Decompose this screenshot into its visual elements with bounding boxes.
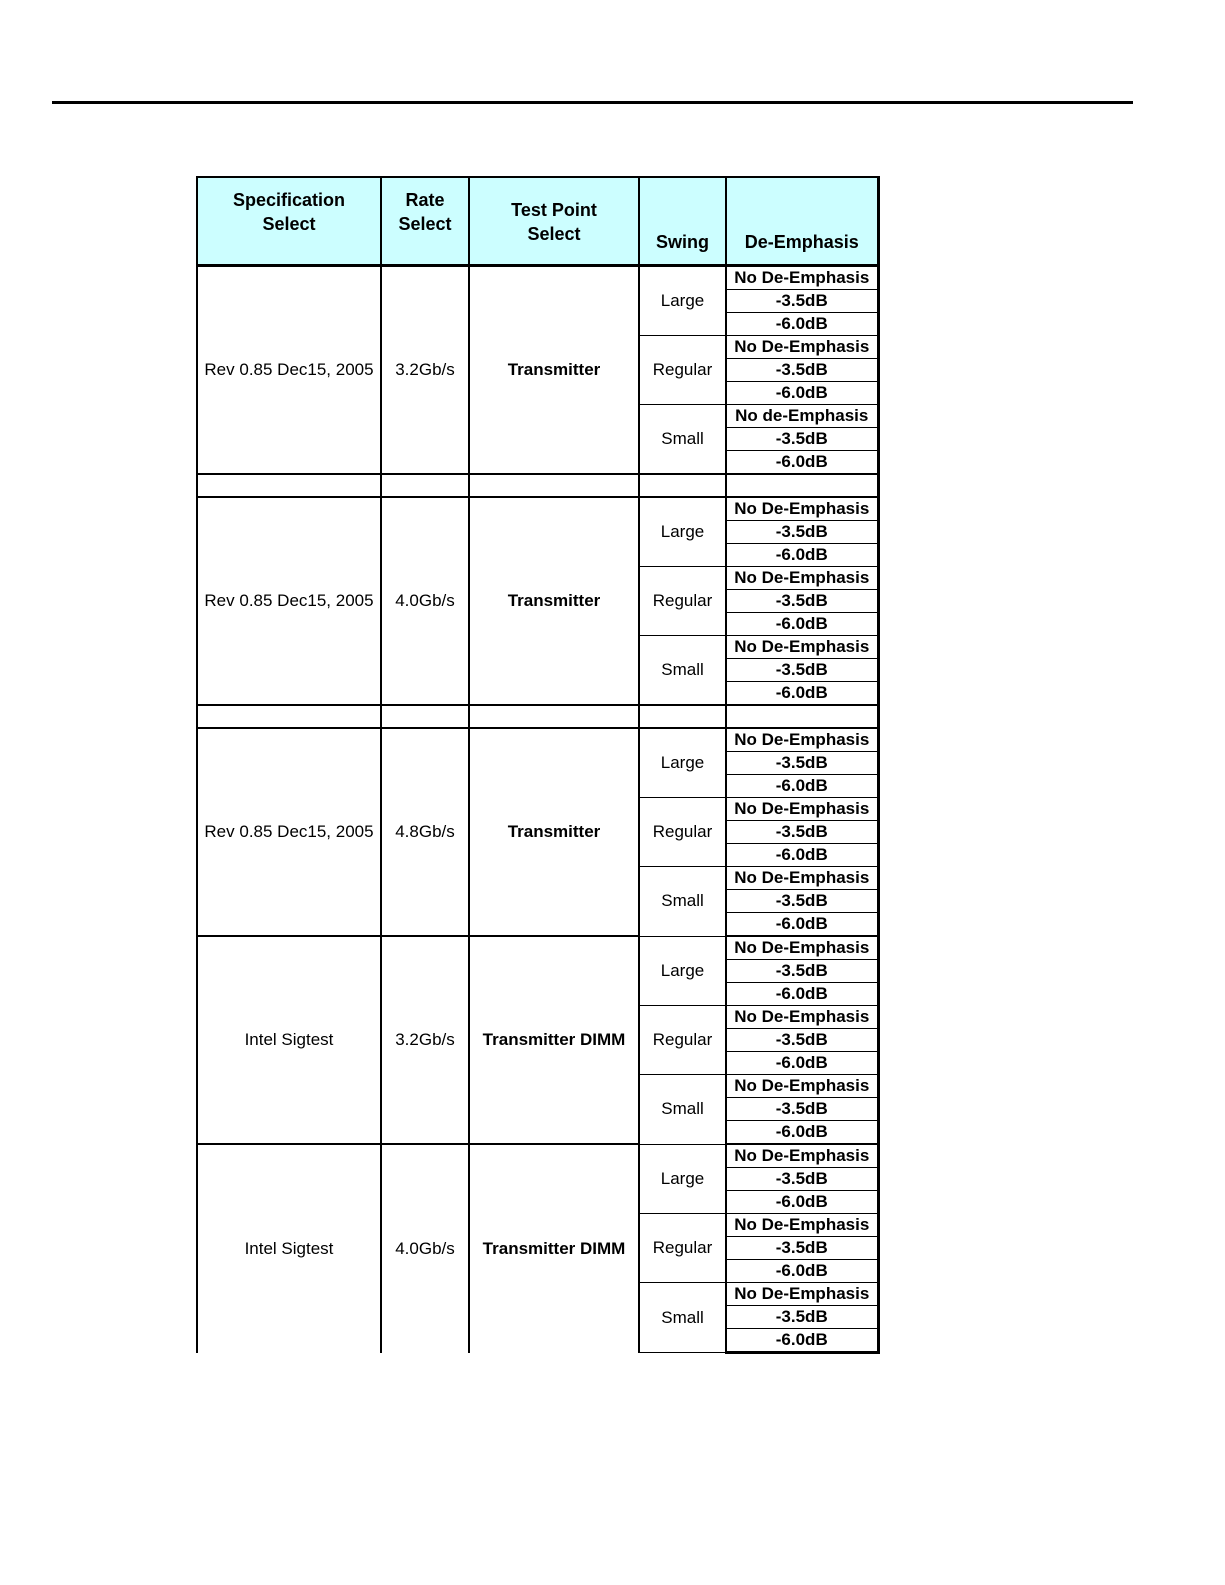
swing-cell: Regular bbox=[639, 1006, 726, 1075]
de-emphasis-cell: No De-Emphasis bbox=[726, 1283, 878, 1306]
spacer-row bbox=[197, 474, 878, 497]
spacer-cell bbox=[197, 474, 381, 497]
de-emphasis-cell: No De-Emphasis bbox=[726, 266, 878, 290]
table-row bbox=[197, 936, 878, 960]
rate-cell: 4.8Gb/s bbox=[381, 728, 469, 936]
de-emphasis-cell: No De-Emphasis bbox=[726, 936, 878, 960]
spacer-cell bbox=[726, 705, 878, 728]
de-emphasis-cell: -3.5dB bbox=[726, 590, 878, 613]
rate-cell: 4.0Gb/s bbox=[381, 1144, 469, 1353]
de-emphasis-cell: -6.0dB bbox=[726, 682, 878, 706]
de-emphasis-cell: No De-Emphasis bbox=[726, 336, 878, 359]
test-point-cell: Transmitter bbox=[469, 728, 639, 936]
swing-cell: Regular bbox=[639, 798, 726, 867]
specification-cell: Rev 0.85 Dec15, 2005 bbox=[197, 266, 381, 475]
de-emphasis-cell: -6.0dB bbox=[726, 1191, 878, 1214]
table-row bbox=[197, 497, 878, 521]
header-rate-select bbox=[381, 177, 469, 266]
rate-cell: 3.2Gb/s bbox=[381, 936, 469, 1144]
de-emphasis-cell: No De-Emphasis bbox=[726, 636, 878, 659]
test-configuration-table bbox=[196, 176, 880, 1354]
de-emphasis-cell: No De-Emphasis bbox=[726, 497, 878, 521]
header-specification-select bbox=[197, 177, 381, 266]
de-emphasis-cell: -6.0dB bbox=[726, 913, 878, 937]
de-emphasis-cell: No De-Emphasis bbox=[726, 867, 878, 890]
swing-cell: Small bbox=[639, 405, 726, 475]
specification-cell: Rev 0.85 Dec15, 2005 bbox=[197, 497, 381, 705]
table-row bbox=[197, 1144, 878, 1168]
test-point-cell: Transmitter bbox=[469, 266, 639, 475]
de-emphasis-cell: -6.0dB bbox=[726, 775, 878, 798]
swing-cell: Large bbox=[639, 266, 726, 336]
spacer-cell bbox=[639, 705, 726, 728]
de-emphasis-cell: -3.5dB bbox=[726, 1168, 878, 1191]
de-emphasis-cell: -6.0dB bbox=[726, 844, 878, 867]
swing-cell: Large bbox=[639, 728, 726, 798]
table-row bbox=[197, 728, 878, 752]
de-emphasis-cell: -6.0dB bbox=[726, 1121, 878, 1145]
de-emphasis-cell: -3.5dB bbox=[726, 1029, 878, 1052]
de-emphasis-cell: -6.0dB bbox=[726, 1052, 878, 1075]
specification-cell: Intel Sigtest bbox=[197, 936, 381, 1144]
de-emphasis-cell: No De-Emphasis bbox=[726, 798, 878, 821]
spacer-cell bbox=[197, 705, 381, 728]
top-horizontal-rule bbox=[52, 101, 1133, 104]
de-emphasis-cell: No de-Emphasis bbox=[726, 405, 878, 428]
de-emphasis-cell: -6.0dB bbox=[726, 313, 878, 336]
header-swing-text: Swing bbox=[656, 232, 709, 252]
de-emphasis-cell: -3.5dB bbox=[726, 290, 878, 313]
rate-cell: 4.0Gb/s bbox=[381, 497, 469, 705]
de-emphasis-cell: -3.5dB bbox=[726, 821, 878, 844]
de-emphasis-cell: -6.0dB bbox=[726, 983, 878, 1006]
swing-cell: Small bbox=[639, 1283, 726, 1353]
de-emphasis-cell: -3.5dB bbox=[726, 359, 878, 382]
swing-cell: Small bbox=[639, 1075, 726, 1145]
de-emphasis-cell: -3.5dB bbox=[726, 659, 878, 682]
de-emphasis-cell: No De-Emphasis bbox=[726, 567, 878, 590]
table-row bbox=[197, 266, 878, 290]
spacer-cell bbox=[639, 474, 726, 497]
de-emphasis-cell: -3.5dB bbox=[726, 960, 878, 983]
spacer-row bbox=[197, 705, 878, 728]
de-emphasis-cell: -6.0dB bbox=[726, 451, 878, 475]
de-emphasis-cell: -6.0dB bbox=[726, 613, 878, 636]
spacer-cell bbox=[381, 474, 469, 497]
specification-cell: Intel Sigtest bbox=[197, 1144, 381, 1353]
header-rate-text: Rate Select bbox=[398, 190, 452, 234]
de-emphasis-cell: -3.5dB bbox=[726, 428, 878, 451]
de-emphasis-cell: -3.5dB bbox=[726, 1098, 878, 1121]
header-spec-text: Specification Select bbox=[232, 190, 346, 234]
de-emphasis-cell: -6.0dB bbox=[726, 1329, 878, 1353]
swing-cell: Large bbox=[639, 936, 726, 1006]
header-row bbox=[197, 177, 878, 266]
spacer-cell bbox=[381, 705, 469, 728]
swing-cell: Large bbox=[639, 1144, 726, 1214]
header-de-emphasis-text: De-Emphasis bbox=[744, 232, 859, 252]
rate-cell: 3.2Gb/s bbox=[381, 266, 469, 475]
specification-cell: Rev 0.85 Dec15, 2005 bbox=[197, 728, 381, 936]
swing-cell: Small bbox=[639, 636, 726, 706]
de-emphasis-cell: -3.5dB bbox=[726, 521, 878, 544]
header-test-point-text: Test Point Select bbox=[511, 200, 597, 244]
de-emphasis-cell: -3.5dB bbox=[726, 1306, 878, 1329]
header-test-point-select bbox=[469, 177, 639, 266]
test-point-cell: Transmitter DIMM bbox=[469, 1144, 639, 1353]
header-de-emphasis bbox=[726, 177, 878, 266]
swing-cell: Large bbox=[639, 497, 726, 567]
header-swing bbox=[639, 177, 726, 266]
de-emphasis-cell: -3.5dB bbox=[726, 890, 878, 913]
spacer-cell bbox=[469, 705, 639, 728]
de-emphasis-cell: No De-Emphasis bbox=[726, 1144, 878, 1168]
swing-cell: Regular bbox=[639, 567, 726, 636]
test-configuration-table-wrapper bbox=[196, 176, 880, 1354]
de-emphasis-cell: No De-Emphasis bbox=[726, 1075, 878, 1098]
swing-cell: Regular bbox=[639, 1214, 726, 1283]
swing-cell: Small bbox=[639, 867, 726, 937]
test-point-cell: Transmitter DIMM bbox=[469, 936, 639, 1144]
swing-cell: Regular bbox=[639, 336, 726, 405]
de-emphasis-cell: No De-Emphasis bbox=[726, 728, 878, 752]
test-point-cell: Transmitter bbox=[469, 497, 639, 705]
de-emphasis-cell: -3.5dB bbox=[726, 1237, 878, 1260]
de-emphasis-cell: No De-Emphasis bbox=[726, 1214, 878, 1237]
spacer-cell bbox=[469, 474, 639, 497]
spacer-cell bbox=[726, 474, 878, 497]
de-emphasis-cell: -6.0dB bbox=[726, 1260, 878, 1283]
de-emphasis-cell: No De-Emphasis bbox=[726, 1006, 878, 1029]
de-emphasis-cell: -3.5dB bbox=[726, 752, 878, 775]
de-emphasis-cell: -6.0dB bbox=[726, 382, 878, 405]
de-emphasis-cell: -6.0dB bbox=[726, 544, 878, 567]
